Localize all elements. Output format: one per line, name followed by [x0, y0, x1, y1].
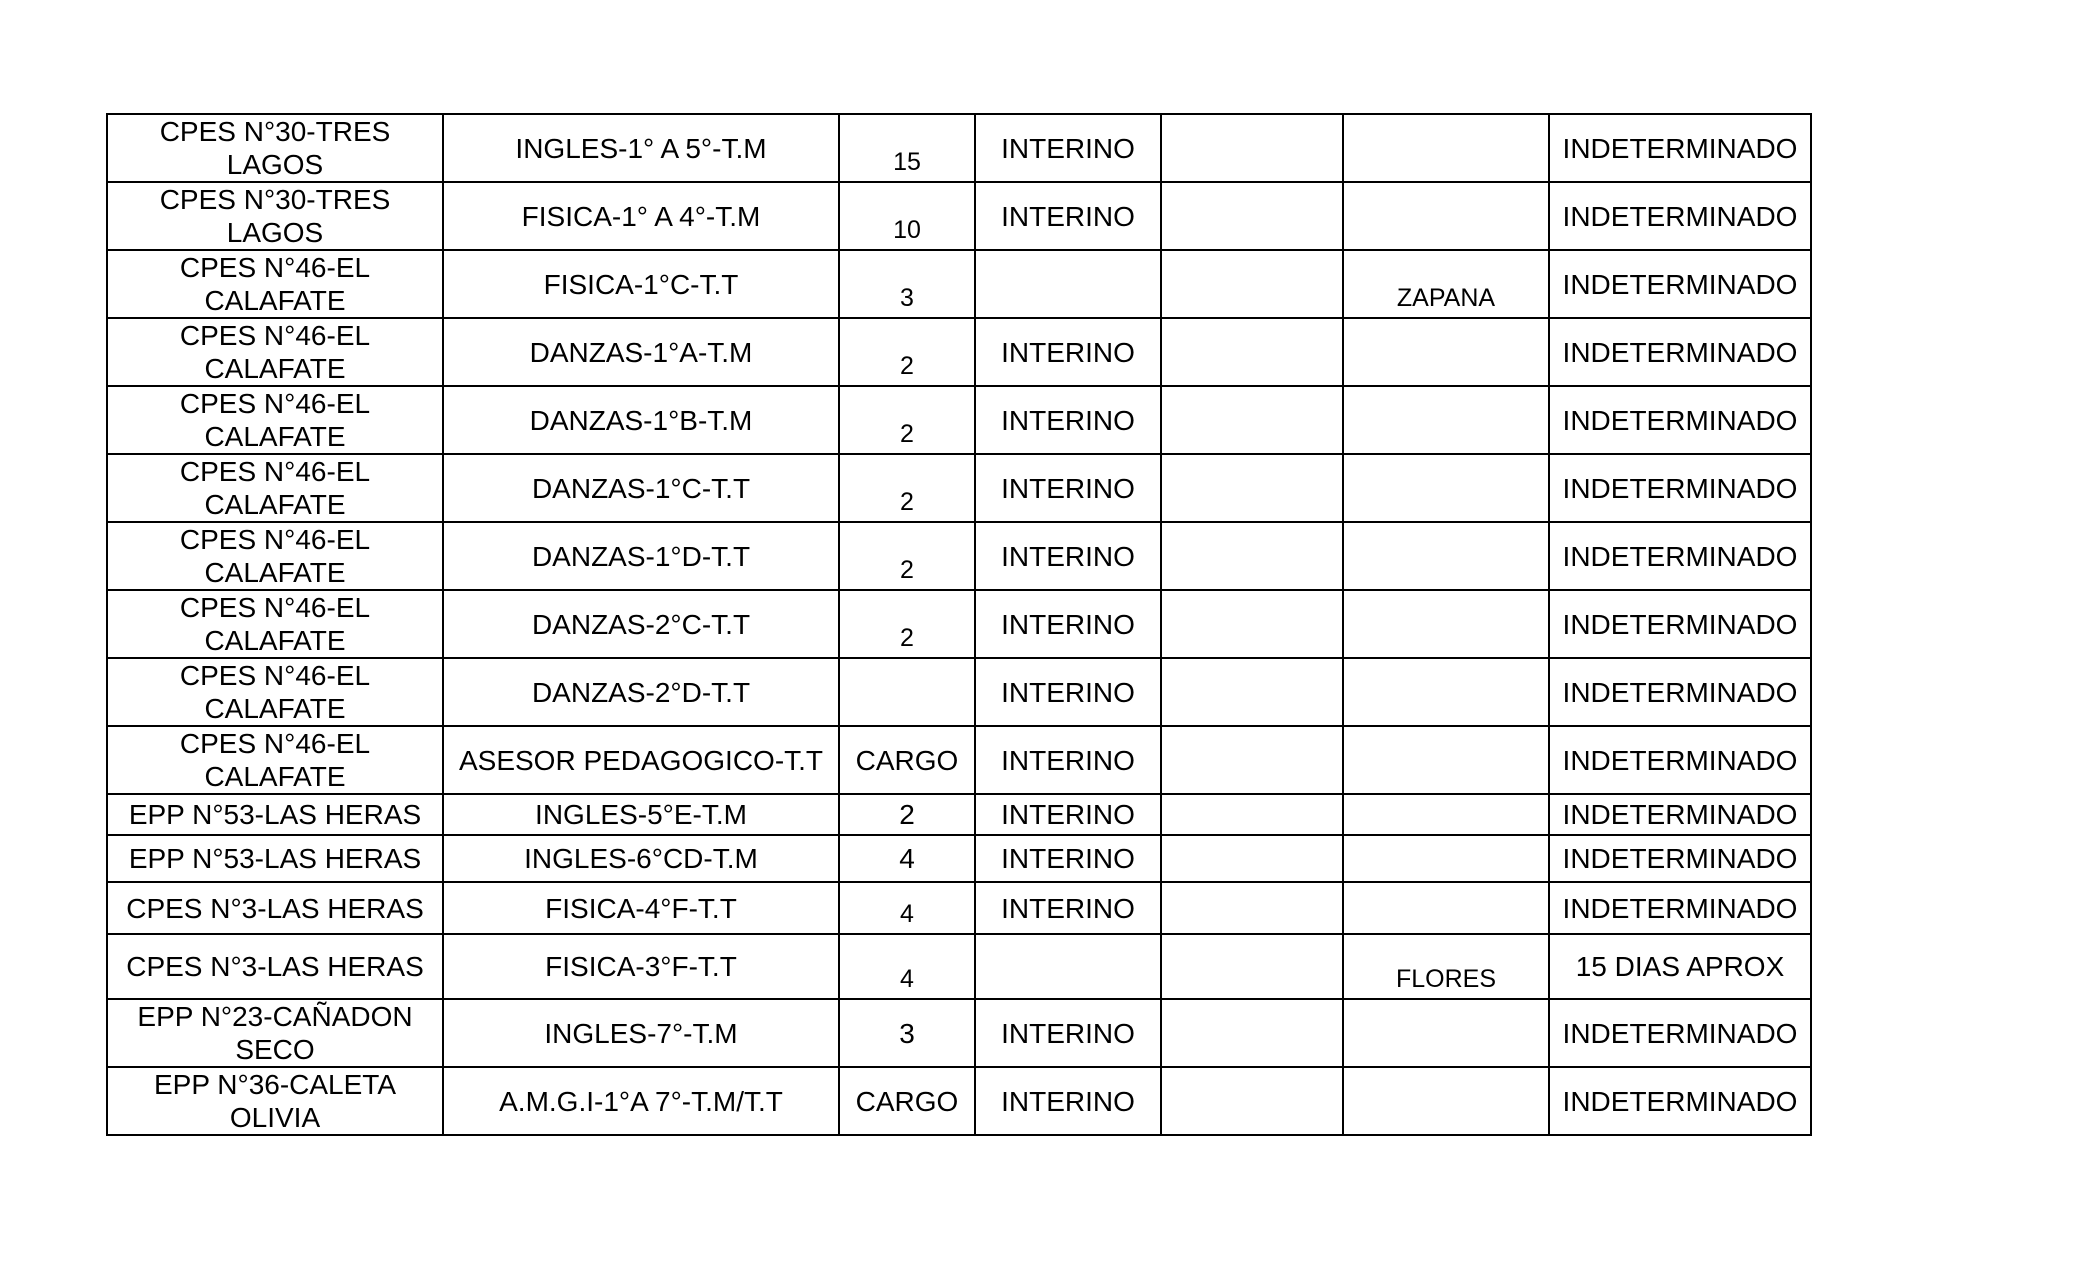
duration-cell: INDETERMINADO — [1549, 590, 1811, 658]
school-cell: CPES N°46-EL CALAFATE — [107, 386, 443, 454]
hours-cell: 3 — [839, 999, 975, 1067]
table-row — [107, 1067, 1811, 1135]
table-row — [107, 726, 1811, 794]
name-cell — [1343, 999, 1549, 1067]
empty-cell — [1161, 999, 1343, 1067]
name-cell — [1343, 794, 1549, 835]
table-body — [107, 114, 1811, 1135]
status-cell: INTERINO — [975, 999, 1161, 1067]
hours-cell — [839, 658, 975, 726]
hours-cell: 2 — [839, 386, 975, 454]
duration-cell: INDETERMINADO — [1549, 250, 1811, 318]
duration-cell: 15 DIAS APROX — [1549, 934, 1811, 999]
name-cell — [1343, 318, 1549, 386]
status-cell: INTERINO — [975, 318, 1161, 386]
table-row — [107, 386, 1811, 454]
name-cell — [1343, 1067, 1549, 1135]
duration-cell: INDETERMINADO — [1549, 182, 1811, 250]
school-cell: CPES N°30-TRES LAGOS — [107, 182, 443, 250]
duration-cell: INDETERMINADO — [1549, 658, 1811, 726]
subject-cell: FISICA-1° A 4°-T.M — [443, 182, 839, 250]
name-cell: ZAPANA — [1343, 250, 1549, 318]
subject-cell: A.M.G.I-1°A 7°-T.M/T.T — [443, 1067, 839, 1135]
duration-cell: INDETERMINADO — [1549, 522, 1811, 590]
duration-cell: INDETERMINADO — [1549, 794, 1811, 835]
empty-cell — [1161, 182, 1343, 250]
status-cell: INTERINO — [975, 182, 1161, 250]
school-cell: CPES N°46-EL CALAFATE — [107, 522, 443, 590]
hours-cell: CARGO — [839, 1067, 975, 1135]
empty-cell — [1161, 835, 1343, 882]
subject-cell: ASESOR PEDAGOGICO-T.T — [443, 726, 839, 794]
table-row — [107, 835, 1811, 882]
school-cell: EPP N°23-CAÑADON SECO — [107, 999, 443, 1067]
status-cell: INTERINO — [975, 794, 1161, 835]
school-cell: CPES N°46-EL CALAFATE — [107, 590, 443, 658]
empty-cell — [1161, 726, 1343, 794]
status-cell: INTERINO — [975, 1067, 1161, 1135]
empty-cell — [1161, 934, 1343, 999]
table-row — [107, 114, 1811, 182]
empty-cell — [1161, 318, 1343, 386]
hours-cell: 10 — [839, 182, 975, 250]
table-row — [107, 522, 1811, 590]
hours-cell: 2 — [839, 522, 975, 590]
subject-cell: DANZAS-2°D-T.T — [443, 658, 839, 726]
status-cell: INTERINO — [975, 882, 1161, 934]
name-cell — [1343, 726, 1549, 794]
hours-cell: 15 — [839, 114, 975, 182]
status-cell — [975, 934, 1161, 999]
name-cell — [1343, 835, 1549, 882]
empty-cell — [1161, 386, 1343, 454]
duration-cell: INDETERMINADO — [1549, 1067, 1811, 1135]
empty-cell — [1161, 1067, 1343, 1135]
empty-cell — [1161, 590, 1343, 658]
name-cell — [1343, 454, 1549, 522]
empty-cell — [1161, 658, 1343, 726]
duration-cell: INDETERMINADO — [1549, 882, 1811, 934]
school-cell: CPES N°30-TRES LAGOS — [107, 114, 443, 182]
hours-cell: 2 — [839, 794, 975, 835]
school-cell: CPES N°3-LAS HERAS — [107, 882, 443, 934]
duration-cell: INDETERMINADO — [1549, 835, 1811, 882]
status-cell: INTERINO — [975, 114, 1161, 182]
empty-cell — [1161, 114, 1343, 182]
duration-cell: INDETERMINADO — [1549, 999, 1811, 1067]
hours-cell: 3 — [839, 250, 975, 318]
duration-cell: INDETERMINADO — [1549, 318, 1811, 386]
table-row — [107, 318, 1811, 386]
table-row — [107, 794, 1811, 835]
school-cell: CPES N°46-EL CALAFATE — [107, 318, 443, 386]
status-cell: INTERINO — [975, 835, 1161, 882]
subject-cell: DANZAS-2°C-T.T — [443, 590, 839, 658]
subject-cell: INGLES-6°CD-T.M — [443, 835, 839, 882]
name-cell — [1343, 590, 1549, 658]
hours-cell: 2 — [839, 318, 975, 386]
status-cell: INTERINO — [975, 386, 1161, 454]
subject-cell: FISICA-4°F-T.T — [443, 882, 839, 934]
hours-cell: 4 — [839, 934, 975, 999]
subject-cell: INGLES-1° A 5°-T.M — [443, 114, 839, 182]
status-cell — [975, 250, 1161, 318]
subject-cell: FISICA-1°C-T.T — [443, 250, 839, 318]
duration-cell: INDETERMINADO — [1549, 114, 1811, 182]
school-cell: CPES N°3-LAS HERAS — [107, 934, 443, 999]
school-cell: CPES N°46-EL CALAFATE — [107, 454, 443, 522]
status-cell: INTERINO — [975, 590, 1161, 658]
duration-cell: INDETERMINADO — [1549, 454, 1811, 522]
name-cell — [1343, 658, 1549, 726]
empty-cell — [1161, 250, 1343, 318]
duration-cell: INDETERMINADO — [1549, 386, 1811, 454]
subject-cell: DANZAS-1°A-T.M — [443, 318, 839, 386]
hours-cell: 2 — [839, 454, 975, 522]
subject-cell: INGLES-7°-T.M — [443, 999, 839, 1067]
empty-cell — [1161, 454, 1343, 522]
hours-cell: 4 — [839, 835, 975, 882]
hours-cell: 2 — [839, 590, 975, 658]
school-cell: CPES N°46-EL CALAFATE — [107, 250, 443, 318]
name-cell: FLORES — [1343, 934, 1549, 999]
status-cell: INTERINO — [975, 658, 1161, 726]
hours-cell: CARGO — [839, 726, 975, 794]
empty-cell — [1161, 522, 1343, 590]
school-cell: EPP N°53-LAS HERAS — [107, 835, 443, 882]
school-cell: CPES N°46-EL CALAFATE — [107, 658, 443, 726]
status-cell: INTERINO — [975, 726, 1161, 794]
status-cell: INTERINO — [975, 454, 1161, 522]
table-row — [107, 999, 1811, 1067]
name-cell — [1343, 882, 1549, 934]
hours-cell: 4 — [839, 882, 975, 934]
table-row — [107, 590, 1811, 658]
table-row — [107, 658, 1811, 726]
empty-cell — [1161, 882, 1343, 934]
subject-cell: INGLES-5°E-T.M — [443, 794, 839, 835]
table-row — [107, 882, 1811, 934]
subject-cell: FISICA-3°F-T.T — [443, 934, 839, 999]
table-row — [107, 250, 1811, 318]
subject-cell: DANZAS-1°D-T.T — [443, 522, 839, 590]
empty-cell — [1161, 794, 1343, 835]
vacancies-table — [106, 113, 1812, 1136]
school-cell: EPP N°36-CALETA OLIVIA — [107, 1067, 443, 1135]
name-cell — [1343, 522, 1549, 590]
table-row — [107, 454, 1811, 522]
status-cell: INTERINO — [975, 522, 1161, 590]
school-cell: CPES N°46-EL CALAFATE — [107, 726, 443, 794]
name-cell — [1343, 182, 1549, 250]
subject-cell: DANZAS-1°C-T.T — [443, 454, 839, 522]
name-cell — [1343, 386, 1549, 454]
table-row — [107, 934, 1811, 999]
duration-cell: INDETERMINADO — [1549, 726, 1811, 794]
table-row — [107, 182, 1811, 250]
name-cell — [1343, 114, 1549, 182]
school-cell: EPP N°53-LAS HERAS — [107, 794, 443, 835]
subject-cell: DANZAS-1°B-T.M — [443, 386, 839, 454]
